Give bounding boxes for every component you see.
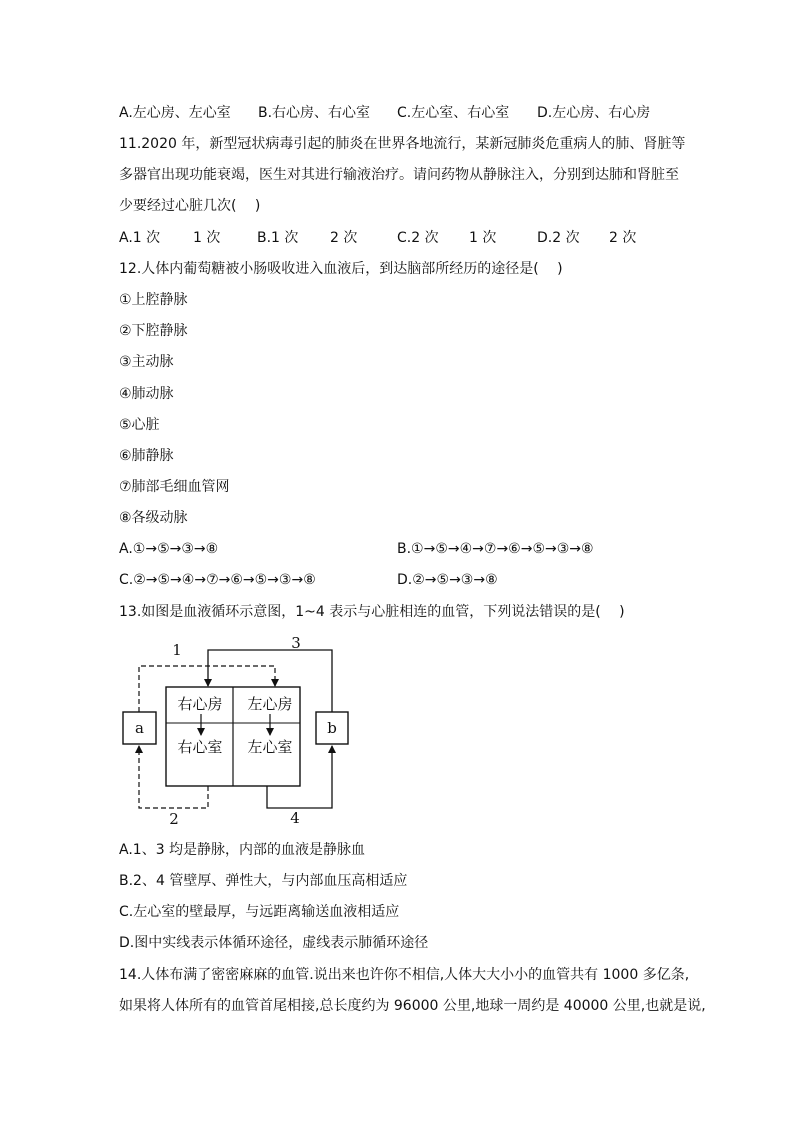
- q12-option-b: B.①→⑤→④→⑦→⑥→⑤→③→⑧: [397, 541, 594, 557]
- q12-option-c: C.②→⑤→④→⑦→⑥→⑤→③→⑧: [119, 572, 316, 588]
- q12-item-3: ③主动脉: [119, 354, 174, 370]
- q11-stem-line-1: 11.2020 年，新型冠状病毒引起的肺炎在世界各地流行，某新冠肺炎危重病人的肺、肾脏等: [119, 136, 686, 152]
- q12-stem: 12.人体内葡萄糖被小肠吸收进入血液后，到达脑部所经历的途径是( ): [119, 261, 563, 277]
- q10-option-a: A.左心房、左心室: [119, 105, 231, 121]
- vessel-4-label: 4: [290, 809, 300, 827]
- vessel-2-label: 2: [169, 810, 179, 828]
- q12-item-4: ④肺动脉: [119, 386, 174, 402]
- q10-option-b: B.右心房、右心室: [258, 105, 371, 121]
- right-atrium-label: 右心房: [177, 695, 223, 713]
- q12-item-1: ①上腔静脉: [119, 292, 188, 308]
- q14-line-2: 如果将人体所有的血管首尾相接,总长度约为 96000 公里,地球一周约是 40000 公里,也就是说,: [119, 998, 706, 1014]
- q11-option-d: D.2 次: [537, 230, 580, 246]
- q10-option-d: D.左心房、右心房: [537, 105, 651, 121]
- q13-option-a: A.1、3 均是静脉，内部的血液是静脉血: [119, 842, 366, 858]
- q12-option-a: A.①→⑤→③→⑧: [119, 541, 219, 557]
- q11-option-b-second: 2 次: [330, 230, 358, 246]
- q13-stem: 13.如图是血液循环示意图，1~4 表示与心脏相连的血管，下列说法错误的是( ): [119, 604, 625, 620]
- q12-option-d: D.②→⑤→③→⑧: [397, 572, 498, 588]
- q10-option-c: C.左心室、右心室: [397, 105, 510, 121]
- q14-line-1: 14.人体布满了密密麻麻的血管.说出来也许你不相信,人体大大小小的血管共有 1000 多亿条,: [119, 967, 690, 983]
- q11-stem-line-2: 多器官出现功能衰竭，医生对其进行输液治疗。请问药物从静脉注入，分别到达肺和肾脏至: [119, 167, 679, 183]
- box-a-label: a: [135, 719, 144, 737]
- q12-item-6: ⑥肺静脉: [119, 448, 174, 464]
- vessel-3-label: 3: [291, 634, 301, 652]
- q12-item-5: ⑤心脏: [119, 417, 160, 433]
- right-ventricle-label: 右心室: [177, 738, 223, 756]
- q12-item-7: ⑦肺部毛细血管网: [119, 479, 230, 495]
- q11-option-c: C.2 次: [397, 230, 439, 246]
- q11-stem-line-3: 少要经过心脏几次( ): [119, 198, 261, 214]
- box-b-label: b: [327, 719, 337, 737]
- q11-option-a-second: 1 次: [193, 230, 221, 246]
- q11-option-d-second: 2 次: [609, 230, 637, 246]
- q11-option-b: B.1 次: [257, 230, 299, 246]
- q12-item-2: ②下腔静脉: [119, 323, 188, 339]
- q13-option-c: C.左心室的壁最厚，与远距离输送血液相适应: [119, 904, 400, 920]
- q13-option-b: B.2、4 管壁厚、弹性大，与内部血压高相适应: [119, 873, 408, 889]
- blood-circulation-diagram: [118, 632, 378, 828]
- left-atrium-label: 左心房: [247, 695, 293, 713]
- q13-option-d: D.图中实线表示体循环途径，虚线表示肺循环途径: [119, 935, 429, 951]
- q11-option-c-second: 1 次: [469, 230, 497, 246]
- left-ventricle-label: 左心室: [247, 738, 293, 756]
- q12-item-8: ⑧各级动脉: [119, 510, 188, 526]
- vessel-1-label: 1: [172, 641, 182, 659]
- q11-option-a: A.1 次: [119, 230, 161, 246]
